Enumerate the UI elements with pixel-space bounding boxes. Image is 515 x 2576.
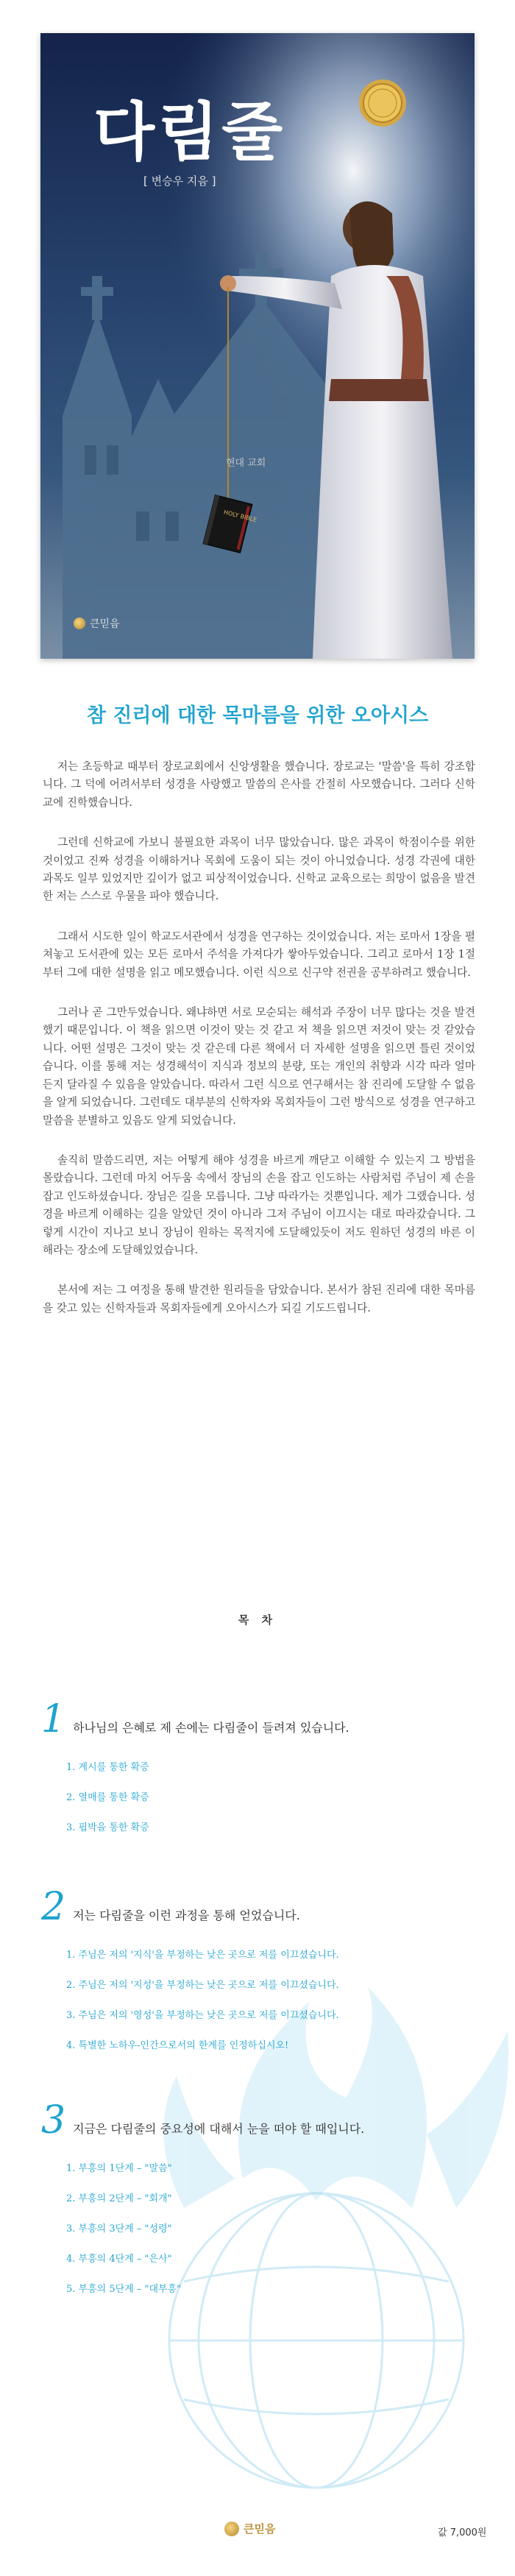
cover-publisher-name: 큰믿음 xyxy=(90,618,120,630)
toc-section-2 xyxy=(41,1885,483,2069)
toc-item: 1. 부흥의 1단계 – "말씀" xyxy=(66,2163,172,2174)
toc-item: 3. 부흥의 3단계 – "성령" xyxy=(66,2223,172,2234)
intro-paragraph: 그런데 신학교에 가보니 불필요한 과목이 너무 많았습니다. 많은 과목이 학점이수를 위한 것이었고 진짜 성경을 이해하거나 목회에 도움이 되는 것이 아니었습니다. 성경 각권에 대한 과목도 일부 있었지만 깊이가 없고 피상적이었습니다. 신학교 교육으로는 희망이 없음을 발견한 저는 스스로 우물을 파야 했습니다. xyxy=(43,836,475,903)
intro-paragraph: 저는 초등학교 때부터 장로교회에서 신앙생활을 했습니다. 장로교는 '말씀'을 특히 강조합니다. 그 덕에 어려서부터 성경을 사랑했고 말씀의 은사를 간절히 사모했습니다. 그러다 신학교에 진학했습니다. xyxy=(43,760,475,809)
intro-paragraph: 그래서 시도한 일이 학교도서관에서 성경을 연구하는 것이었습니다. 저는 로마서 1장을 펼쳐놓고 도서관에 있는 모든 로마서 주석을 가져다가 쌓아두었습니다. 그리고 로마서 1장 1절부터 그에 대한 설명을 읽고 메모했습니다. 이런 식으로 신구약 전권을 공부하려고 했습니다. xyxy=(43,930,475,979)
intro-paragraph: 솔직히 말씀드리면, 저는 어떻게 해야 성경을 바르게 깨닫고 이해할 수 있는지 그 방법을 몰랐습니다. 그런데 마치 어두움 속에서 장님의 손을 잡고 인도하는 사람처럼 주님이 제 손을 잡고 인도하셨습니다. 장님은 길을 모릅니다. 그냥 따라가는 것뿐입니다. 제가 그랬습니다. 성경을 바르게 이해하는 길을 알았던 것이 아니라 그저 주님이 이끄시는 대로 따라갔습니다. 그렇게 시간이 지나고 보니 장님이 원하는 목적지에 도달해있듯이 저도 원하던 성경의 바른 이해라는 장소에 도달해있었습니다. xyxy=(43,1153,475,1256)
toc-item: 3. 주님은 저의 '영성'을 부정하는 낮은 곳으로 저를 이끄셨습니다. xyxy=(66,2010,339,2021)
cover-title: 다림줄 xyxy=(93,96,286,169)
toc-section-title: 하나님의 은혜로 제 손에는 다림줄이 들려져 있습니다. xyxy=(73,1721,349,1735)
book-cover xyxy=(40,33,475,659)
price-label: 값 7,000원 xyxy=(438,2527,487,2538)
toc-section-title: 지금은 다림줄의 중요성에 대해서 눈을 떠야 할 때입니다. xyxy=(73,2122,365,2136)
intro-paragraph: 그러나 곧 그만두었습니다. 왜냐하면 서로 모순되는 해석과 주장이 너무 많다는 것을 발견했기 때문입니다. 이 책을 읽으면 이것이 맞는 것 같고 저 책을 읽으면 저것이 맞는 것 같았습니다. 어떤 설명은 그것이 맞는 것 같은데 다른 책에서 더 자세한 설명을 읽으면 틀린 것이었습니다. 이를 통해 저는 성경해석이 지식과 정보의 분량, 또는 개인의 취향과 시각 따라 얼마든지 달라질 수 있음을 알았습니다. 따라서 그런 식으로 연구해서는 참 진리에 도달할 수 없음을 알게 되었습니다. 그런데도 대부분의 신학자와 목회자들이 그런 방식으로 성경을 연구하고 말씀을 분별하고 있음도 알게 되었습니다. xyxy=(43,1006,475,1127)
toc-item: 2. 부흥의 2단계 – "회개" xyxy=(66,2193,172,2204)
toc-section-number: 3 xyxy=(41,2098,66,2142)
toc-item: 5. 부흥의 5단계 – "대부흥" xyxy=(66,2284,182,2295)
toc-item: 2. 열매를 통한 확증 xyxy=(66,1792,149,1803)
toc-section-title: 저는 다림줄을 이런 과정을 통해 얻었습니다. xyxy=(73,1908,300,1922)
cover-author: [ 변승우 지음 ] xyxy=(143,174,216,188)
cover-church-label: 현대 교회 xyxy=(226,458,266,469)
intro-text xyxy=(43,758,475,1340)
bible-label: HOLY BIBLE xyxy=(223,509,258,524)
toc-title: 목 차 xyxy=(238,1613,277,1627)
intro-paragraph: 본서에 저는 그 여정을 통해 발견한 원리들을 담았습니다. 본서가 참된 진리에 대한 목마름을 갖고 있는 신학자들과 목회자들에게 오아시스가 되길 기도드립니다. xyxy=(43,1284,475,1314)
footer-publisher xyxy=(224,2521,275,2536)
cover-publisher xyxy=(74,616,120,631)
toc-item: 4. 특별한 노하우-인간으로서의 한계를 인정하십시오! xyxy=(66,2040,289,2051)
toc-section-number: 2 xyxy=(41,1885,66,1929)
toc-item: 1. 계시를 통한 확증 xyxy=(66,1762,149,1773)
toc-item: 3. 핍박을 통한 확증 xyxy=(66,1822,149,1833)
gold-seal-icon xyxy=(359,79,406,127)
toc-section-1 xyxy=(41,1697,483,1851)
toc-item: 4. 부흥의 4단계 – "은사" xyxy=(66,2254,172,2265)
footer-publisher-name: 큰믿음 xyxy=(244,2522,276,2536)
toc-section-3 xyxy=(41,2098,483,2313)
toc-item: 1. 주님은 저의 '지식'을 부정하는 낮은 곳으로 저를 이끄셨습니다. xyxy=(66,1950,339,1961)
publisher-logo-icon xyxy=(224,2522,239,2536)
intro-headline: 참 진리에 대한 목마름을 위한 오아시스 xyxy=(86,704,429,727)
toc-section-number: 1 xyxy=(41,1697,66,1741)
publisher-logo-icon xyxy=(74,618,85,629)
toc-item: 2. 주님은 저의 '지성'을 부정하는 낮은 곳으로 저를 이끄셨습니다. xyxy=(66,1980,339,1991)
